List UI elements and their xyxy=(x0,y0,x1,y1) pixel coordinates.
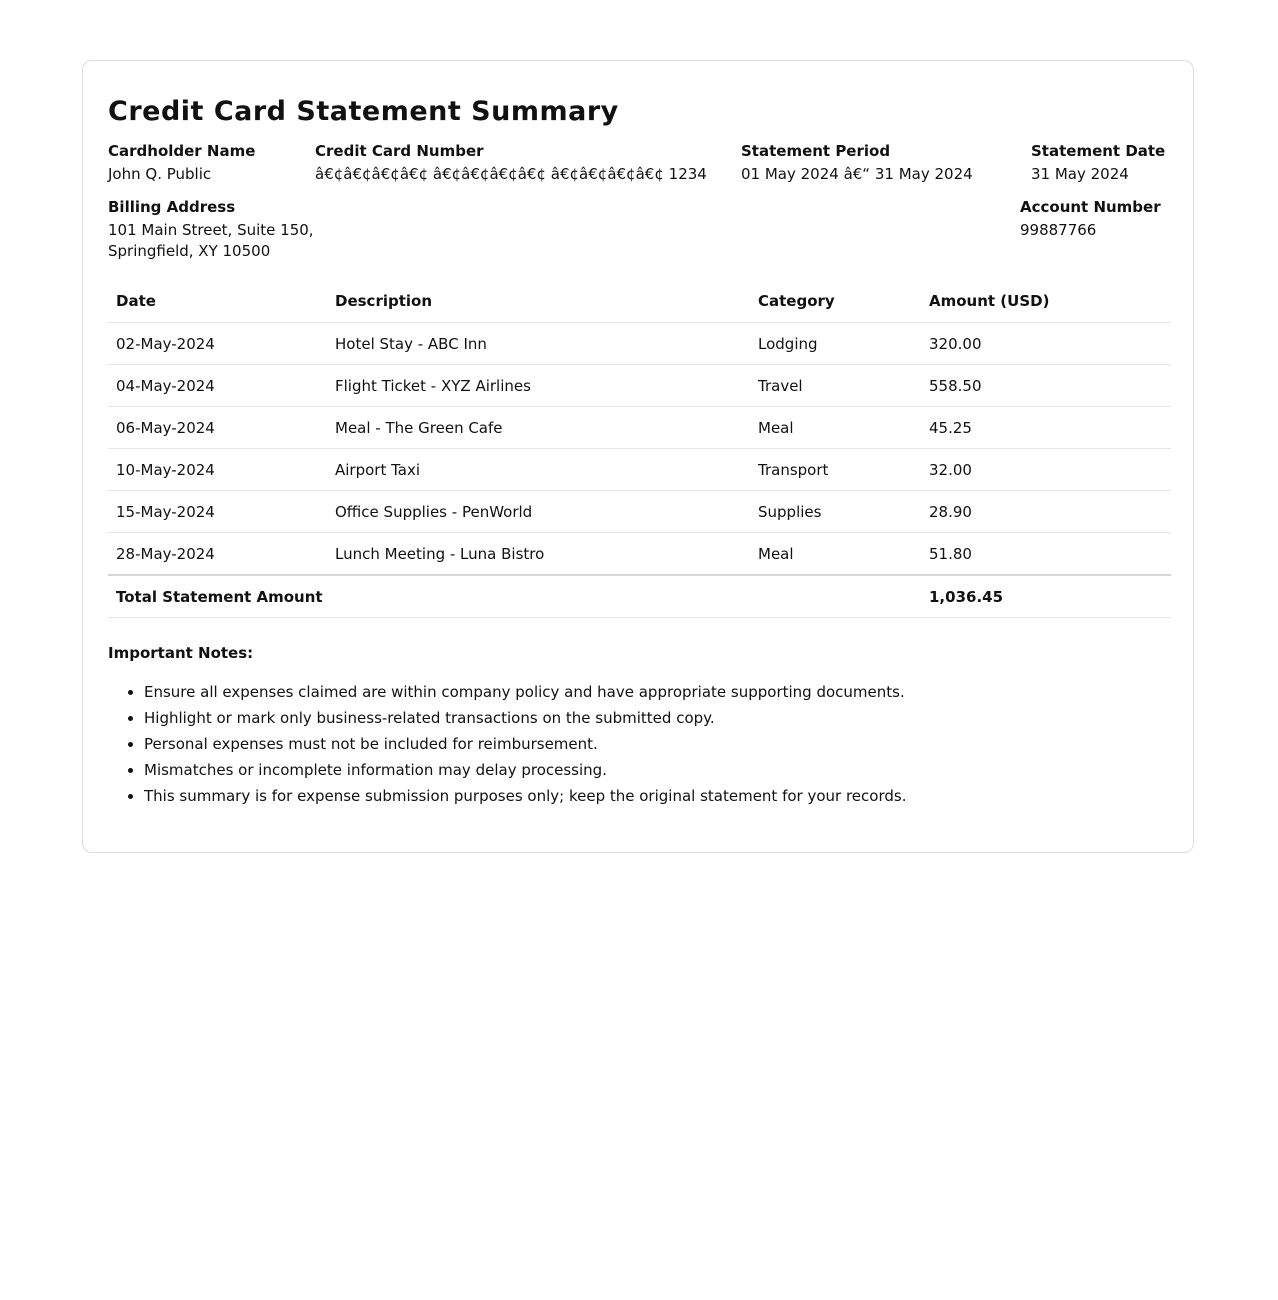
account-number-label: Account Number xyxy=(1020,198,1161,216)
statement-date-value: 31 May 2024 xyxy=(1031,165,1129,183)
table-header-row xyxy=(108,280,1171,323)
cell-date: 10-May-2024 xyxy=(108,449,327,491)
card-number-value: â€¢â€¢â€¢â€¢ â€¢â€¢â€¢â€¢ â€¢â€¢â€¢â€¢ 1234 xyxy=(315,165,707,183)
cell-description: Office Supplies - PenWorld xyxy=(327,491,750,533)
cell-category: Travel xyxy=(750,365,921,407)
cell-category: Transport xyxy=(750,449,921,491)
billing-address-field xyxy=(108,197,314,262)
cardholder-label: Cardholder Name xyxy=(108,142,256,160)
cell-amount: 320.00 xyxy=(921,323,1171,365)
cell-date: 15-May-2024 xyxy=(108,491,327,533)
total-label: Total Statement Amount xyxy=(108,575,921,618)
table-row xyxy=(108,533,1171,576)
cell-category: Meal xyxy=(750,533,921,576)
header-category: Category xyxy=(750,280,921,323)
statement-date-label: Statement Date xyxy=(1031,142,1166,160)
total-amount: 1,036.45 xyxy=(921,575,1171,618)
note-item: • Ensure all expenses claimed are within company policy and have appropriate supporting documents. xyxy=(144,679,1144,705)
cell-amount: 32.00 xyxy=(921,449,1171,491)
table-row xyxy=(108,491,1171,533)
account-number-field xyxy=(1020,197,1161,241)
header-date: Date xyxy=(108,280,327,323)
cell-description: Meal - The Green Cafe xyxy=(327,407,750,449)
statement-date-field xyxy=(1031,141,1165,185)
statement-period-field xyxy=(741,141,973,185)
cell-description: Hotel Stay - ABC Inn xyxy=(327,323,750,365)
header-amount: Amount (USD) xyxy=(921,280,1171,323)
transactions-table xyxy=(108,280,1171,618)
cell-description: Airport Taxi xyxy=(327,449,750,491)
page-title: Credit Card Statement Summary xyxy=(108,96,619,127)
note-item: • Personal expenses must not be included for reimbursement. xyxy=(144,731,1144,757)
cell-amount: 51.80 xyxy=(921,533,1171,576)
account-number-value: 99887766 xyxy=(1020,221,1097,239)
card-number-field xyxy=(315,141,707,185)
cell-date: 02-May-2024 xyxy=(108,323,327,365)
table-row xyxy=(108,449,1171,491)
statement-card xyxy=(82,60,1194,853)
statement-period-label: Statement Period xyxy=(741,142,891,160)
billing-address-line2: Springfield, XY 10500 xyxy=(108,242,271,260)
table-row xyxy=(108,407,1171,449)
notes-list xyxy=(108,679,1144,809)
notes-title: Important Notes: xyxy=(108,644,254,662)
cell-date: 28-May-2024 xyxy=(108,533,327,576)
cell-amount: 28.90 xyxy=(921,491,1171,533)
note-item: • Highlight or mark only business-related transactions on the submitted copy. xyxy=(144,705,1144,731)
billing-address-line1: 101 Main Street, Suite 150, xyxy=(108,221,314,239)
billing-address-label: Billing Address xyxy=(108,198,236,216)
header-description: Description xyxy=(327,280,750,323)
cell-description: Lunch Meeting - Luna Bistro xyxy=(327,533,750,576)
card-number-label: Credit Card Number xyxy=(315,142,484,160)
cell-category: Supplies xyxy=(750,491,921,533)
total-row xyxy=(108,575,1171,618)
cell-date: 06-May-2024 xyxy=(108,407,327,449)
note-item: • This summary is for expense submission purposes only; keep the original statement for your records. xyxy=(144,783,1144,809)
cell-date: 04-May-2024 xyxy=(108,365,327,407)
note-item: • Mismatches or incomplete information may delay processing. xyxy=(144,757,1144,783)
cell-category: Meal xyxy=(750,407,921,449)
cell-amount: 45.25 xyxy=(921,407,1171,449)
cardholder-field xyxy=(108,141,255,185)
cardholder-value: John Q. Public xyxy=(108,165,212,183)
cell-category: Lodging xyxy=(750,323,921,365)
cell-description: Flight Ticket - XYZ Airlines xyxy=(327,365,750,407)
table-row xyxy=(108,365,1171,407)
table-row xyxy=(108,323,1171,365)
cell-amount: 558.50 xyxy=(921,365,1171,407)
statement-period-value: 01 May 2024 â€“ 31 May 2024 xyxy=(741,165,973,183)
